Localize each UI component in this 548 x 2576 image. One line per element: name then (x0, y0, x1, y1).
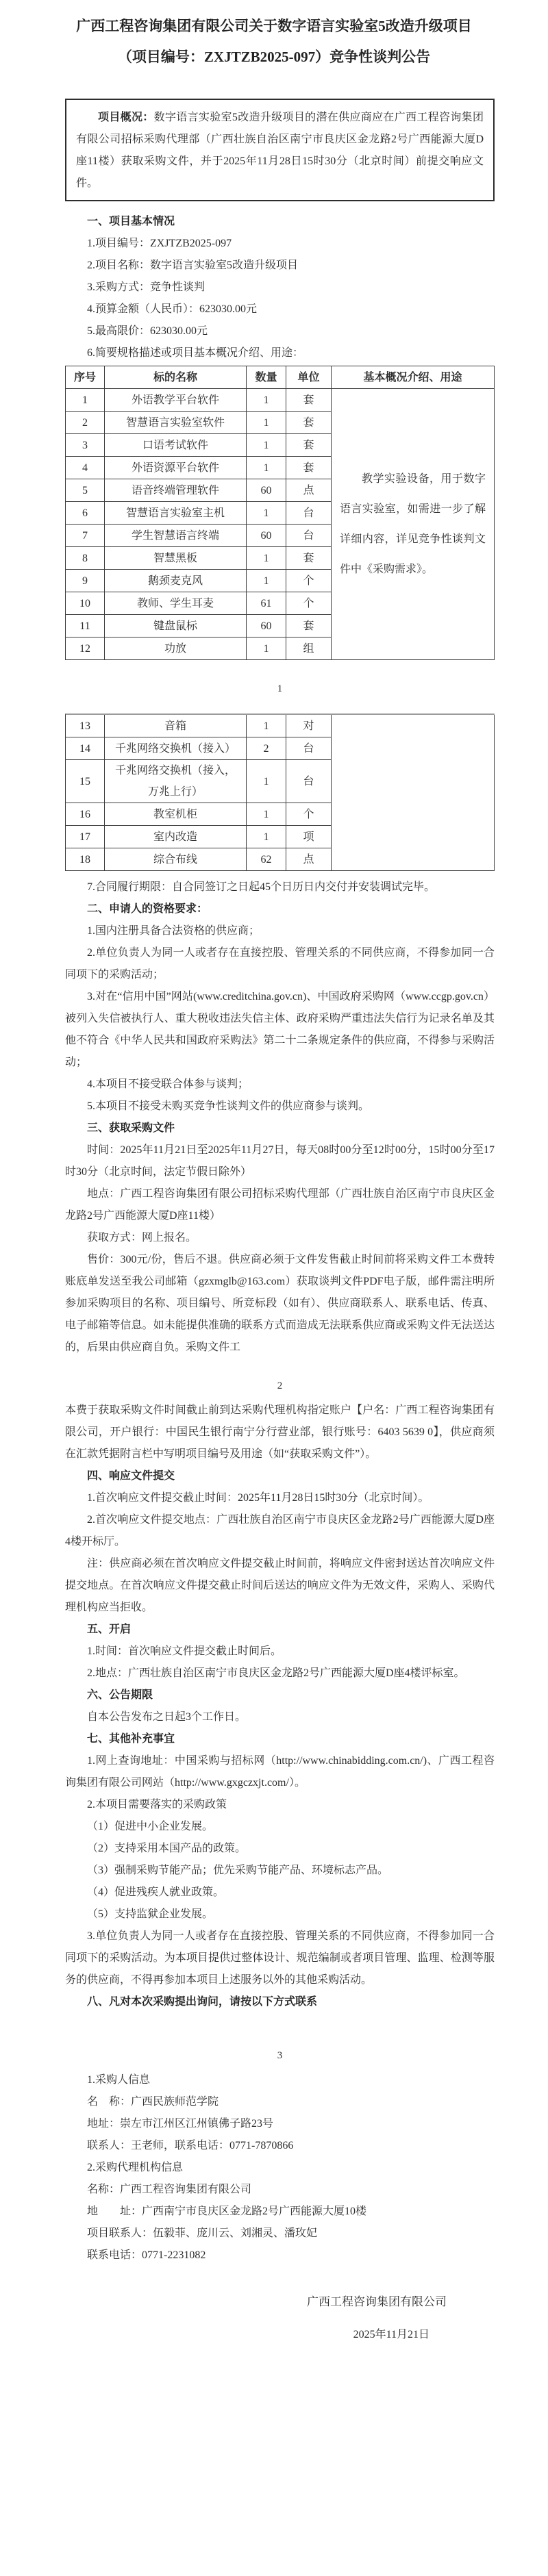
table-row (66, 592, 332, 615)
cell-item-name: 外语资源平台软件 (105, 457, 247, 479)
contact-line: 联系电话：0771-2231082 (87, 2249, 206, 2261)
section-2-items (65, 920, 495, 1117)
cell-quantity: 61 (247, 592, 286, 615)
contacts-list (65, 2069, 495, 2266)
table-row (66, 760, 332, 803)
table-row (66, 848, 332, 871)
continuation-paragraph: 本费于获取采购文件时间截止前到达采购代理机构指定账户【户名：广西工程咨询集团有限公司，开户银行：中国民生银行南宁分行营业部，银行账号：6403 5639 0】，供应商须在汇款凭据附言栏中写明项目编号及用途（如“获取采购文件”）。 (65, 1404, 495, 1460)
cell-index: 10 (66, 592, 105, 615)
cell-unit: 个 (286, 803, 332, 826)
cell-item-name: 综合布线 (105, 848, 247, 871)
header-cell-quantity: 数量 (247, 366, 286, 389)
table-row (66, 502, 332, 525)
table-row (66, 389, 332, 412)
items-table-part2 (65, 714, 495, 871)
cell-quantity: 1 (247, 803, 286, 826)
cell-item-name: 千兆网络交换机（接入） (105, 737, 247, 760)
cell-index: 6 (66, 502, 105, 525)
section-3-items (65, 1139, 495, 1359)
cell-quantity: 60 (247, 525, 286, 547)
cell-index: 5 (66, 479, 105, 502)
contact-line: 2.采购代理机构信息 (87, 2162, 184, 2173)
cell-unit: 个 (286, 592, 332, 615)
cell-quantity: 2 (247, 737, 286, 760)
table-row (66, 525, 332, 547)
cell-unit: 套 (286, 389, 332, 412)
contact-line: 地址：崇左市江州区江州镇佛子路23号 (87, 2118, 274, 2130)
paragraph: 4.预算金额（人民币）：623030.00元 (87, 303, 258, 315)
merged-usage-cell (332, 389, 495, 660)
cell-unit: 台 (286, 502, 332, 525)
cell-item-name: 智慧语言实验室主机 (105, 502, 247, 525)
paragraph: 6.简要规格描述或项目基本概况介绍、用途： (87, 347, 304, 359)
cell-index: 9 (66, 570, 105, 592)
cell-quantity: 1 (247, 502, 286, 525)
cell-index: 3 (66, 434, 105, 457)
title-line-1: 广西工程咨询集团有限公司关于数字语言实验室5改造升级项目 (76, 18, 472, 34)
paragraph: 1.网上查询地址：中国采购与招标网（http://www.chinabidding.com.cn/)、广西工程咨询集团有限公司网站（http://www.gxgczxjt.com/）。 (65, 1755, 495, 1789)
cell-unit: 套 (286, 547, 332, 570)
section-heading-5: 五、开启 (87, 1624, 132, 1635)
page-number-3: 3 (277, 2050, 283, 2061)
cell-index: 12 (66, 637, 105, 660)
cell-unit: 对 (286, 715, 332, 737)
table-row (66, 637, 332, 660)
overview-label: 项目概况： (98, 112, 154, 123)
contact-line: 项目联系人：伍毅菲、庞川云、刘湘灵、潘玫妃 (87, 2227, 318, 2239)
table-row (66, 737, 332, 760)
cell-quantity: 1 (247, 760, 286, 803)
cell-index: 11 (66, 615, 105, 637)
cell-item-name: 功放 (105, 637, 247, 660)
cell-unit: 组 (286, 637, 332, 660)
section-heading-3: 三、获取采购文件 (87, 1122, 175, 1134)
table-body (66, 715, 495, 871)
page-number-1: 1 (277, 683, 283, 694)
paragraph: 5.最高限价：623030.00元 (87, 325, 208, 337)
paragraph: （1）促进中小企业发展。 (87, 1821, 214, 1832)
cell-index: 16 (66, 803, 105, 826)
cell-unit: 套 (286, 412, 332, 434)
page-number-2: 2 (277, 1380, 283, 1391)
cell-unit: 台 (286, 737, 332, 760)
project-overview-box (65, 99, 495, 201)
paragraph: 2.首次响应文件提交地点：广西壮族自治区南宁市良庆区金龙路2号广西能源大厦D座4楼开标厅。 (65, 1514, 495, 1548)
paragraph: 4.本项目不接受联合体参与谈判； (87, 1078, 249, 1090)
section-5-items (65, 1641, 495, 1684)
section-7-items (65, 1750, 495, 1991)
table-row (66, 479, 332, 502)
document-body (0, 99, 548, 2346)
overview-paragraph (76, 107, 484, 194)
table-body (66, 389, 495, 660)
table-row (66, 457, 332, 479)
cell-unit: 台 (286, 760, 332, 803)
paragraph: （4）促进残疾人就业政策。 (87, 1886, 225, 1898)
table-row (66, 570, 332, 592)
cell-quantity: 1 (247, 457, 286, 479)
contact-line: 名称：广西工程咨询集团有限公司 (87, 2184, 252, 2195)
cell-item-name: 音箱 (105, 715, 247, 737)
paragraph: 获取方式：网上报名。 (87, 1232, 197, 1243)
cell-item-name: 外语教学平台软件 (105, 389, 247, 412)
paragraph: （2）支持采用本国产品的政策。 (87, 1843, 247, 1854)
table-header-row (66, 366, 495, 389)
paragraph: 1.首次响应文件提交截止时间：2025年11月28日15时30分（北京时间）。 (87, 1492, 429, 1504)
cell-item-name: 智慧黑板 (105, 547, 247, 570)
cell-quantity: 60 (247, 615, 286, 637)
section-heading-2: 二、申请人的资格要求： (87, 903, 208, 915)
items-table-part1 (65, 366, 495, 660)
cell-unit: 点 (286, 848, 332, 871)
cell-item-name: 语音终端管理软件 (105, 479, 247, 502)
signature-company: 广西工程咨询集团有限公司 (307, 2295, 447, 2308)
cell-item-name: 教室机柜 (105, 803, 247, 826)
header-cell-index: 序号 (66, 366, 105, 389)
contact-line: 联系人：王老师，联系电话：0771-7870866 (87, 2140, 294, 2151)
header-cell-item-name: 标的名称 (105, 366, 247, 389)
table-row (66, 547, 332, 570)
cell-item-name: 鹅颈麦克风 (105, 570, 247, 592)
cell-index: 2 (66, 412, 105, 434)
paragraph: 售价：300元/份，售后不退。供应商必须于文件发售截止时间前将采购文件工本费转账底单发送至我公司邮箱（gzxmglb@163.com）获取谈判文件PDF电子版，邮件需注明所参加采购项目的名称、项目编号、所竞标段（如有）、供应商联系人、联系电话、传真、电子邮箱等信息。如未能提供准确的联系方式而造成无法联系供应商或采购文件无法送达的，后果由供应商自负。采购文件工 (65, 1254, 495, 1353)
table-rows (66, 389, 332, 660)
paragraph: 1.国内注册具备合法资格的供应商； (87, 925, 260, 937)
cell-index: 15 (66, 760, 105, 803)
signature-block (65, 2291, 495, 2346)
cell-index: 1 (66, 389, 105, 412)
cell-quantity: 1 (247, 715, 286, 737)
section-4-items (65, 1487, 495, 1619)
table-rows (66, 715, 332, 871)
cell-index: 8 (66, 547, 105, 570)
cell-item-name: 千兆网络交换机（接入，万兆上行） (105, 760, 247, 803)
paragraph: 注：供应商必须在首次响应文件提交截止时间前，将响应文件密封送达首次响应文件提交地点。在首次响应文件提交截止时间后送达的响应文件为无效文件，采购人、采购代理机构应当拒收。 (65, 1558, 495, 1613)
signature-date: 2025年11月21日 (353, 2329, 429, 2340)
paragraph: 5.本项目不接受未购买竞争性谈判文件的供应商参与谈判。 (87, 1100, 370, 1112)
header-cell-usage: 基本概况介绍、用途 (332, 366, 495, 389)
cell-quantity: 1 (247, 389, 286, 412)
cell-item-name: 室内改造 (105, 826, 247, 848)
paragraph: 2.本项目需要落实的采购政策 (87, 1799, 227, 1810)
cell-item-name: 智慧语言实验室软件 (105, 412, 247, 434)
cell-quantity: 1 (247, 412, 286, 434)
cell-index: 18 (66, 848, 105, 871)
paragraph: 3.对在“信用中国”网站(www.creditchina.gov.cn)、中国政府采购网（www.ccgp.gov.cn）被列入失信被执行人、重大税收违法失信主体、政府采购严重违法失信行为记录名单及其他不符合《中华人民共和国政府采购法》第二十二条规定条件的供应商，不得参与采购活动； (65, 991, 495, 1068)
usage-note: 教学实验设备，用于数字语言实验室，如需进一步了解详细内容，详见竞争性谈判文件中《采购需求》。 (340, 472, 486, 575)
contact-line: 地 址：广西南宁市良庆区金龙路2号广西能源大厦10楼 (87, 2206, 367, 2217)
section-heading-1: 一、项目基本情况 (87, 216, 175, 227)
table-row (66, 826, 332, 848)
section-heading-6: 六、公告期限 (87, 1689, 153, 1701)
contract-period-paragraph: 7.合同履行期限：自合同签订之日起45个日历日内交付并安装调试完毕。 (87, 881, 436, 893)
paragraph: 3.采购方式：竞争性谈判 (87, 281, 206, 293)
cell-item-name: 口语考试软件 (105, 434, 247, 457)
paragraph: 2.项目名称：数字语言实验室5改造升级项目 (87, 260, 299, 271)
cell-index: 13 (66, 715, 105, 737)
cell-unit: 点 (286, 479, 332, 502)
cell-quantity: 1 (247, 547, 286, 570)
paragraph: 自本公告发布之日起3个工作日。 (87, 1711, 247, 1723)
cell-quantity: 1 (247, 826, 286, 848)
cell-quantity: 1 (247, 570, 286, 592)
paragraph: （5）支持监狱企业发展。 (87, 1908, 214, 1920)
table-row (66, 434, 332, 457)
cell-unit: 套 (286, 457, 332, 479)
paragraph: 2.单位负责人为同一人或者存在直接控股、管理关系的不同供应商，不得参加同一合同项下的采购活动； (65, 947, 495, 981)
table-row (66, 715, 332, 737)
cell-unit: 项 (286, 826, 332, 848)
merged-usage-cell-empty (332, 715, 495, 871)
paragraph: （3）强制采购节能产品；优先采购节能产品、环境标志产品。 (87, 1865, 389, 1876)
section-heading-4: 四、响应文件提交 (87, 1470, 175, 1482)
cell-item-name: 学生智慧语言终端 (105, 525, 247, 547)
header-cell-unit: 单位 (286, 366, 332, 389)
contact-line: 名 称：广西民族师范学院 (87, 2096, 219, 2108)
title-line-2: （项目编号：ZXJTZB2025-097）竞争性谈判公告 (117, 49, 431, 65)
cell-unit: 个 (286, 570, 332, 592)
table-row (66, 803, 332, 826)
cell-unit: 台 (286, 525, 332, 547)
cell-unit: 套 (286, 434, 332, 457)
paragraph: 地点：广西工程咨询集团有限公司招标采购代理部（广西壮族自治区南宁市良庆区金龙路2号广西能源大厦D座11楼） (65, 1188, 495, 1222)
paragraph: 1.项目编号：ZXJTZB2025-097 (87, 238, 232, 249)
table-row (66, 615, 332, 637)
paragraph: 时间：2025年11月21日至2025年11月27日，每天08时00分至12时00分，15时00分至17时30分（北京时间，法定节假日除外） (65, 1144, 495, 1178)
cell-unit: 套 (286, 615, 332, 637)
cell-index: 17 (66, 826, 105, 848)
table-row (66, 412, 332, 434)
cell-quantity: 62 (247, 848, 286, 871)
cell-quantity: 1 (247, 637, 286, 660)
paragraph: 1.时间：首次响应文件提交截止时间后。 (87, 1645, 282, 1657)
paragraph: 2.地点：广西壮族自治区南宁市良庆区金龙路2号广西能源大厦D座4楼评标室。 (87, 1667, 465, 1679)
overview-text: 数字语言实验室5改造升级项目的潜在供应商应在广西工程咨询集团有限公司招标采购代理部（广西壮族自治区南宁市良庆区金龙路2号广西能源大厦D座11楼）获取采购文件，并于2025年11月28日15时30分（北京时间）前提交响应文件。 (76, 112, 484, 189)
cell-index: 4 (66, 457, 105, 479)
cell-item-name: 键盘鼠标 (105, 615, 247, 637)
cell-quantity: 60 (247, 479, 286, 502)
cell-index: 14 (66, 737, 105, 760)
spacer (65, 871, 495, 876)
section-heading-7: 七、其他补充事宜 (87, 1733, 175, 1745)
page-title (0, 0, 548, 73)
contact-line: 1.采购人信息 (87, 2074, 151, 2086)
section-heading-8: 八、凡对本次采购提出询问，请按以下方式联系 (87, 1996, 318, 2008)
cell-index: 7 (66, 525, 105, 547)
cell-quantity: 1 (247, 434, 286, 457)
cell-item-name: 教师、学生耳麦 (105, 592, 247, 615)
section-6-items (65, 1706, 495, 1728)
paragraph: 3.单位负责人为同一人或者存在直接控股、管理关系的不同供应商，不得参加同一合同项下的采购活动。为本项目提供过整体设计、规范编制或者项目管理、监理、检测等服务的供应商，不得再参加本项目上述服务以外的其他采购活动。 (65, 1930, 495, 1986)
section-1-items (65, 233, 495, 364)
